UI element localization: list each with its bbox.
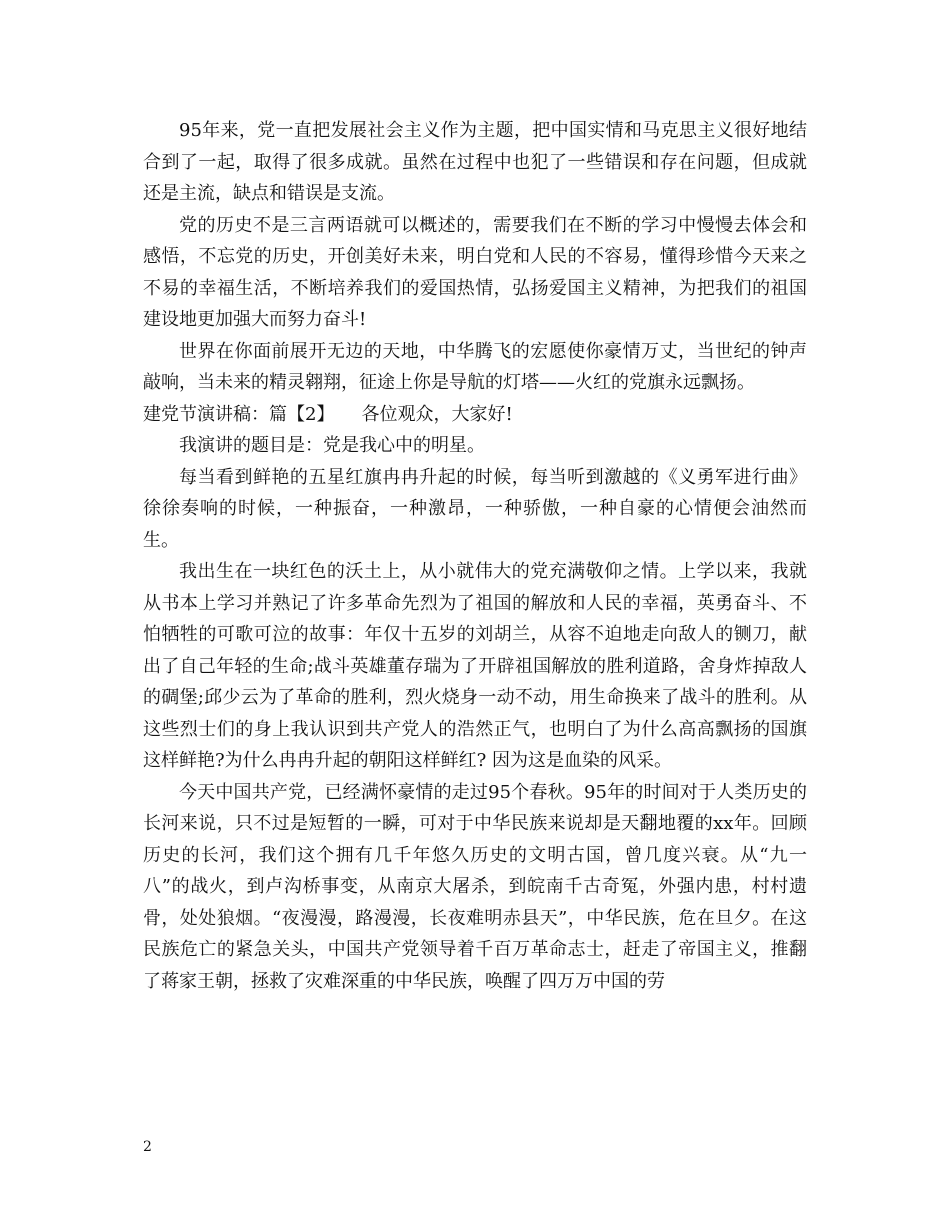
paragraph: 党的历史不是三言两语就可以概述的，需要我们在不断的学习中慢慢去体会和感悟，不忘党的历史，开创美好未来，明白党和人民的不容易，懂得珍惜今天来之不易的幸福生活，不断培养我们的爱国热情，弘扬爱国主义精神，为把我们的祖国建设地更加强大而努力奋斗!	[143, 214, 807, 330]
paragraph: 今天中国共产党，已经满怀豪情的走过95个春秋。95年的时间对于人类历史的长河来说，只不过是短暂的一瞬，可对于中华民族来说却是天翻地覆的xx年。回顾历史的长河，我们这个拥有几千年悠久历史的文明古国，曾几度兴衰。从“九一八”的战火，到卢沟桥事变，从南京大屠杀，到皖南千古奇冤，外强内患，村村遗骨，处处狼烟。“夜漫漫，路漫漫，长夜难明赤县天”，中华民族，危在旦夕。在这民族危亡的紧急关头，中国共产党领导着千百万革命志士，赶走了帝国主义，推翻了蒋家王朝，拯救了灾难深重的中华民族，唤醒了四万万中国的劳	[143, 781, 807, 992]
paragraph: 95年来，党一直把发展社会主义作为主题，把中国实情和马克思主义很好地结合到了一起，取得了很多成就。虽然在过程中也犯了一些错误和存在问题，但成就还是主流，缺点和错误是支流。	[143, 120, 807, 204]
page-number: 2	[143, 1139, 152, 1155]
paragraph: 每当看到鲜艳的五星红旗冉冉升起的时候，每当听到激越的《义勇军进行曲》徐徐奏响的时候，一种振奋，一种激昂，一种骄傲，一种自豪的心情便会油然而生。	[143, 466, 807, 551]
paragraph: 世界在你面前展开无边的天地，中华腾飞的宏愿使你豪情万丈，当世纪的钟声敲响，当未来的精灵翱翔，征途上你是导航的灯塔——火红的党旗永远飘扬。	[143, 340, 807, 393]
paragraph: 我演讲的题目是：党是我心中的明星。	[179, 435, 485, 456]
body-text	[143, 115, 807, 997]
section-heading-line: 建党节演讲稿：篇【2】 各位观众，大家好!	[143, 403, 513, 425]
paragraph: 我出生在一块红色的沃土上，从小就伟大的党充满敬仰之情。上学以来，我就从书本上学习并熟记了许多革命先烈为了祖国的解放和人民的幸福，英勇奋斗、不怕牺牲的可歌可泣的故事：年仅十五岁的刘胡兰，从容不迫地走向敌人的铡刀，献出了自己年轻的生命;战斗英雄董存瑞为了开辟祖国解放的胜利道路，舍身炸掉敌人的碉堡;邱少云为了革命的胜利，烈火烧身一动不动，用生命换来了战斗的胜利。从这些烈士们的身上我认识到共产党人的浩然正气，也明白了为什么高高飘扬的国旗这样鲜艳?为什么冉冉升起的朝阳这样鲜红? 因为这是血染的风采。	[143, 561, 807, 771]
